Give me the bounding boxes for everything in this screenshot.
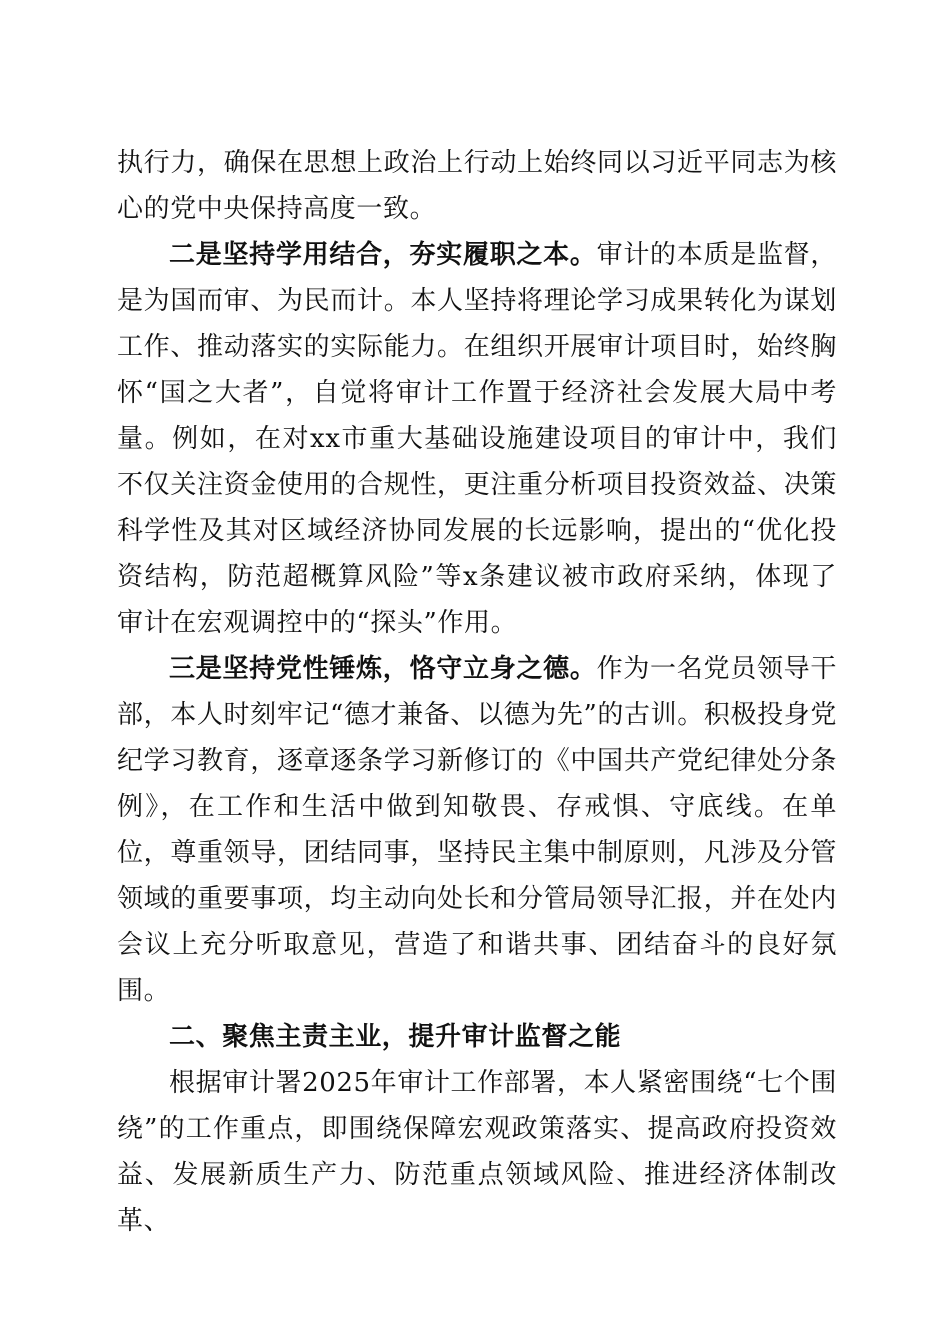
paragraph-learning-application	[117, 232, 837, 646]
paragraph-4-text: 根据审计署2025年审计工作部署，本人紧密围绕“七个围绕”的工作重点，即围绕保障宏观政策落实、提高政府投资效益、发展新质生产力、防范重点领域风险、推进经济体制改革、	[117, 1068, 837, 1236]
paragraph-3-body: 作为一名党员领导干部，本人时刻牢记“德才兼备、以德为先”的古训。积极投身党纪学习教育，逐章逐条学习新修订的《中国共产党纪律处分条例》，在工作和生活中做到知敬畏、存戒惧、守底线。在单位，尊重领导，团结同事，坚持民主集中制原则，凡涉及分管领域的重要事项，均主动向处长和分管局领导汇报，并在处内会议上充分听取意见，营造了和谐共事、团结奋斗的良好氛围。	[117, 654, 837, 1006]
paragraph-audit-deployment	[117, 1060, 837, 1244]
paragraph-2-body: 审计的本质是监督，是为国而审、为民而计。本人坚持将理论学习成果转化为谋划工作、推动落实的实际能力。在组织开展审计项目时，始终胸怀“国之大者”，自觉将审计工作置于经济社会发展大局中考量。例如，在对xx市重大基础设施建设项目的审计中，我们不仅关注资金使用的合规性，更注重分析项目投资效益、决策科学性及其对区域经济协同发展的长远影响，提出的“优化投资结构，防范超概算风险”等x条建议被市政府采纳，体现了审计在宏观调控中的“探头”作用。	[117, 240, 837, 638]
paragraph-party-spirit	[117, 646, 837, 1014]
paragraph-continuation	[117, 140, 837, 232]
paragraph-3-lead: 三是坚持党性锤炼，恪守立身之德。	[169, 654, 597, 684]
document-page	[117, 140, 837, 1244]
paragraph-2-lead: 二是坚持学用结合，夯实履职之本。	[169, 240, 597, 270]
section-heading-2: 二、聚焦主责主业，提升审计监督之能	[169, 1022, 622, 1052]
paragraph-1-text: 执行力，确保在思想上政治上行动上始终同以习近平同志为核心的党中央保持高度一致。	[117, 148, 837, 224]
